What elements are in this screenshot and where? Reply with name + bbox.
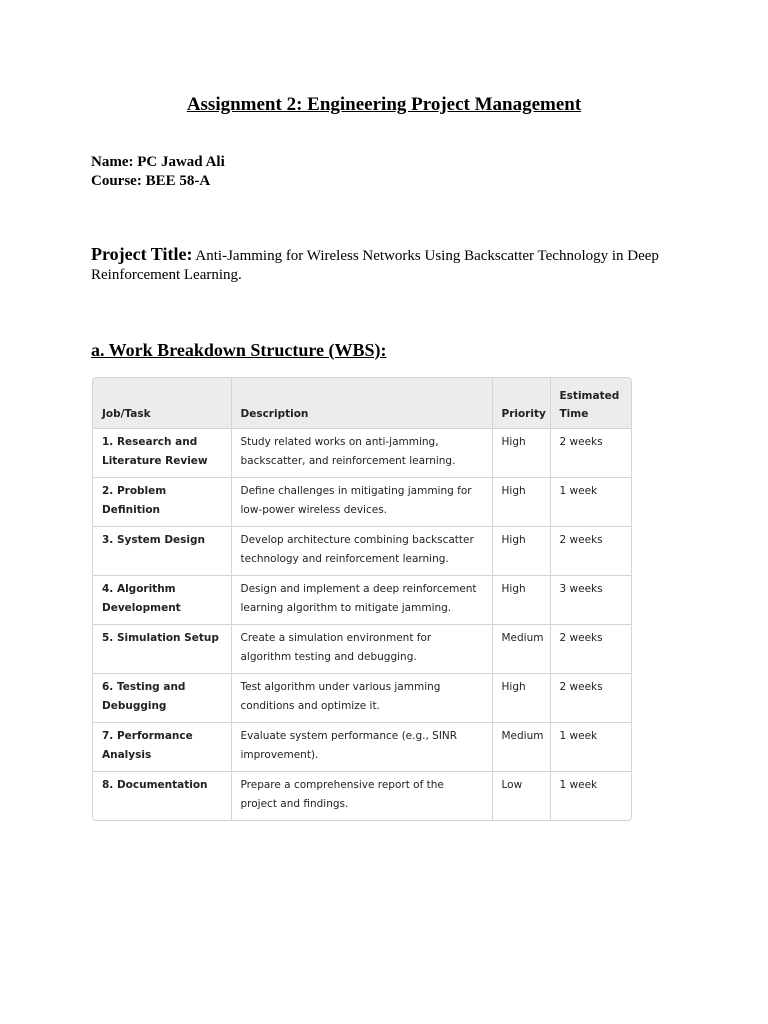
cell-task: 7. Performance Analysis: [93, 723, 231, 772]
table-header-row: [93, 378, 631, 429]
cell-priority: High: [492, 527, 550, 576]
cell-priority: Medium: [492, 625, 550, 674]
cell-description: Prepare a comprehensive report of the project and findings.: [231, 772, 492, 821]
table-row: [93, 527, 631, 576]
table-row: [93, 625, 631, 674]
table-row: [93, 478, 631, 527]
header-priority: Priority: [492, 378, 550, 429]
cell-priority: Low: [492, 772, 550, 821]
cell-estimated-time: 3 weeks: [550, 576, 631, 625]
cell-task: 8. Documentation: [93, 772, 231, 821]
cell-estimated-time: 2 weeks: [550, 674, 631, 723]
cell-description: Develop architecture combining backscatter technology and reinforcement learning.: [231, 527, 492, 576]
document-title: Assignment 2: Engineering Project Management: [186, 94, 582, 115]
header-estimated-time: Estimated Time: [550, 378, 631, 429]
cell-estimated-time: 1 week: [559, 779, 598, 791]
wbs-table-container: [92, 377, 632, 821]
cell-priority: High: [492, 576, 550, 625]
course-code: Course: BEE 58-A: [91, 173, 211, 189]
header-job-task: Job/Task: [93, 378, 231, 429]
cell-estimated-time: 1 week: [550, 478, 631, 527]
cell-estimated-time: 2 weeks: [550, 625, 631, 674]
project-title-label: Project Title:: [91, 244, 193, 264]
cell-description: Define challenges in mitigating jamming for low-power wireless devices.: [231, 478, 492, 527]
cell-priority: High: [492, 429, 550, 478]
cell-task: 3. System Design: [93, 527, 231, 576]
table-row: [93, 429, 631, 478]
cell-estimated-time: 2 weeks: [550, 429, 631, 478]
cell-task: 5. Simulation Setup: [93, 625, 231, 674]
wbs-table: [93, 378, 631, 820]
student-name: Name: PC Jawad Ali: [91, 154, 225, 170]
cell-estimated-time: 1 week: [550, 723, 631, 772]
table-row: [93, 772, 631, 821]
cell-description: Evaluate system performance (e.g., SINR improvement).: [231, 723, 492, 772]
wbs-table-body: [93, 429, 631, 821]
cell-estimated-time: 2 weeks: [550, 527, 631, 576]
header-description: Description: [231, 378, 492, 429]
cell-description: Create a simulation environment for algorithm testing and debugging.: [231, 625, 492, 674]
project-title-text: Anti-Jamming for Wireless Networks Using Backscatter Technology in Deep Reinforcement Learning.: [91, 248, 659, 283]
cell-task: 1. Research and Literature Review: [93, 429, 231, 478]
student-info: [91, 153, 225, 191]
cell-description: Design and implement a deep reinforcement learning algorithm to mitigate jamming.: [231, 576, 492, 625]
table-row: [93, 674, 631, 723]
cell-description: Study related works on anti-jamming, backscatter, and reinforcement learning.: [231, 429, 492, 478]
cell-priority: High: [492, 478, 550, 527]
cell-priority: High: [492, 674, 550, 723]
cell-task: 4. Algorithm Development: [93, 576, 231, 625]
cell-task: 2. Problem Definition: [93, 478, 231, 527]
table-row: [93, 576, 631, 625]
table-row: [93, 723, 631, 772]
cell-priority: Medium: [492, 723, 550, 772]
project-title-block: [91, 245, 691, 285]
cell-description: Test algorithm under various jamming conditions and optimize it.: [231, 674, 492, 723]
cell-task: 6. Testing and Debugging: [93, 674, 231, 723]
wbs-heading: a. Work Breakdown Structure (WBS):: [91, 340, 387, 360]
